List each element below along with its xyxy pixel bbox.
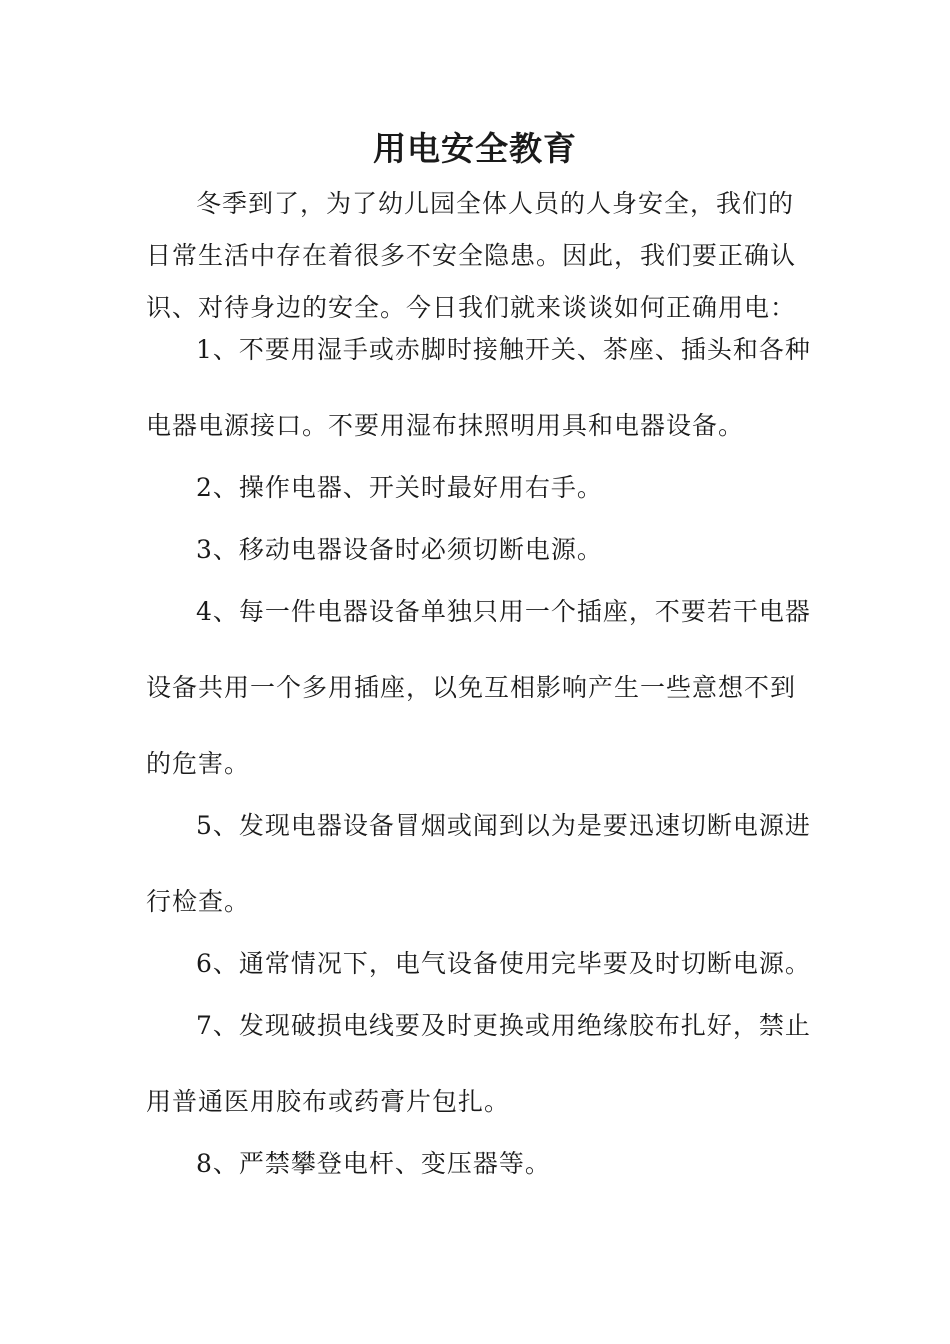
safety-item-3: 3、移动电器设备时必须切断电源。 xyxy=(196,535,603,564)
intro-paragraph: 冬季到了，为了幼儿园全体人员的人身安全，我们的日常生活中存在着很多不安全隐患。因此，我们要正确认识、对待身边的安全。今日我们就来谈谈如何正确用电： xyxy=(146,189,797,322)
safety-item-7: 7、发现破损电线要及时更换或用绝缘胶布扎好，禁止用普通医用胶布或药膏片包扎。 xyxy=(146,1011,811,1116)
page-title: 用电安全教育 xyxy=(373,129,577,168)
safety-item-4: 4、每一件电器设备单独只用一个插座，不要若干电器设备共用一个多用插座，以免互相影响产生一些意想不到的危害。 xyxy=(146,597,811,778)
safety-item-1: 1、不要用湿手或赤脚时接触开关、茶座、插头和各种电器电源接口。不要用湿布抹照明用具和电器设备。 xyxy=(146,335,811,440)
safety-item-8: 8、严禁攀登电杆、变压器等。 xyxy=(196,1149,551,1178)
safety-item-2: 2、操作电器、开关时最好用右手。 xyxy=(196,473,603,502)
safety-item-6: 6、通常情况下，电气设备使用完毕要及时切断电源。 xyxy=(196,949,811,978)
safety-item-5: 5、发现电器设备冒烟或闻到以为是要迅速切断电源进行检查。 xyxy=(146,811,811,916)
